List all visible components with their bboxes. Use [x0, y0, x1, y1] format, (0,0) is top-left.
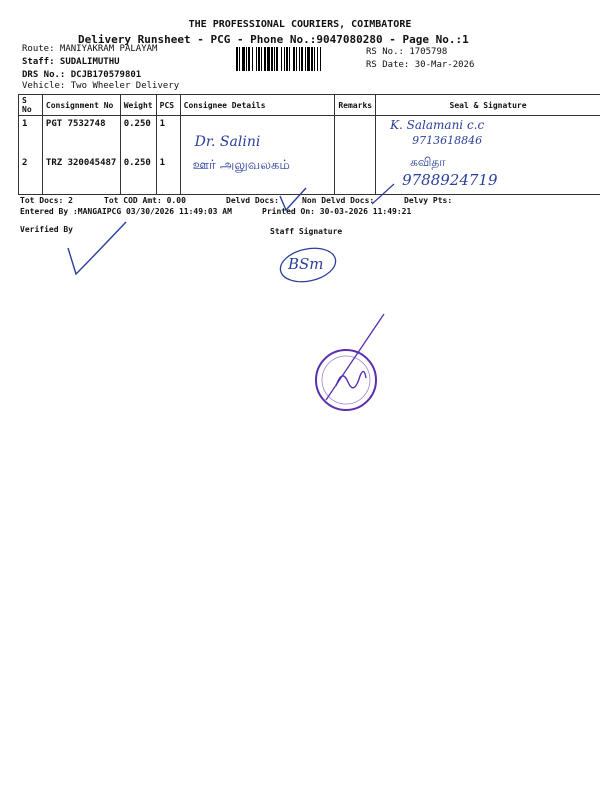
seal-signature-handwriting: கவிதா: [410, 155, 446, 169]
printed-on: Printed On: 30-03-2026 11:49:21: [262, 207, 412, 216]
verified-check-mark: [60, 220, 130, 280]
cell-consignment: PGT 7532748: [42, 116, 120, 156]
consignee-handwriting: Dr. Salini: [194, 134, 261, 150]
verified-by-label: Verified By: [20, 225, 73, 234]
cell-pcs: 1: [156, 116, 180, 156]
col-sno: S No: [19, 95, 43, 116]
cell-sno: 1: [19, 116, 43, 156]
col-pcs: PCS: [156, 95, 180, 116]
delivered-docs: Delvd Docs:: [226, 196, 279, 205]
non-delivered-slash-mark: [370, 182, 396, 206]
round-stamp-seal: [306, 310, 396, 440]
seal-phone-handwriting: 9788924719: [402, 171, 498, 189]
staff-signature-handwriting: [278, 245, 348, 285]
route-label: Route: MANIYAKRAM PALAYAM: [22, 44, 158, 54]
col-weight: Weight: [120, 95, 156, 116]
seal-phone-handwriting: 9713618846: [412, 134, 483, 147]
col-consignee: Consignee Details: [180, 95, 335, 116]
table-header-row: [19, 95, 600, 116]
cell-consignee: [180, 116, 335, 156]
rs-date: RS Date: 30-Mar-2026: [366, 60, 475, 70]
non-delivered-docs: Non Delvd Docs:: [302, 196, 375, 205]
seal-signature-handwriting: K. Salamani c.c: [390, 118, 485, 132]
cell-consignment: TRZ 320045487: [42, 155, 120, 195]
col-consignment: Consignment No: [42, 95, 120, 116]
staff-sign-initials: BSm: [288, 255, 324, 273]
barcode-image: [236, 47, 364, 71]
company-title: THE PROFESSIONAL COURIERS, COIMBATORE: [188, 19, 412, 30]
consignment-table: [18, 94, 600, 195]
rs-number: RS No.: 1705798: [366, 47, 448, 57]
cell-pcs: 1: [156, 155, 180, 195]
total-docs: Tot Docs: 2: [20, 196, 73, 205]
cell-remarks: [335, 116, 376, 156]
entered-by: Entered By :MANGAIPCG 03/30/2026 11:49:03 AM: [20, 207, 232, 216]
col-seal-signature: Seal & Signature: [376, 95, 600, 116]
cell-weight: 0.250: [120, 116, 156, 156]
col-remarks: Remarks: [335, 95, 376, 116]
staff-signature-label: Staff Signature: [270, 227, 343, 236]
delivered-tick-mark: [276, 186, 316, 216]
cell-seal-signature: [376, 155, 600, 195]
table-row: [19, 116, 600, 156]
staff-label: Staff: SUDALIMUTHU: [22, 57, 120, 67]
runsheet-subtitle: Delivery Runsheet - PCG - Phone No.:9047080280 - Page No.:1: [78, 33, 469, 46]
total-cod-amount: Tot COD Amt: 0.00: [104, 196, 186, 205]
consignee-handwriting: ஊர் அலுவலகம்: [192, 158, 290, 173]
cell-sno: 2: [19, 155, 43, 195]
vehicle-label: Vehicle: Two Wheeler Delivery: [22, 81, 180, 91]
cell-seal-signature: [376, 116, 600, 156]
cell-weight: 0.250: [120, 155, 156, 195]
drs-number: DRS No.: DCJB170579801: [22, 70, 142, 80]
delivery-points: Delvy Pts:: [404, 196, 453, 205]
